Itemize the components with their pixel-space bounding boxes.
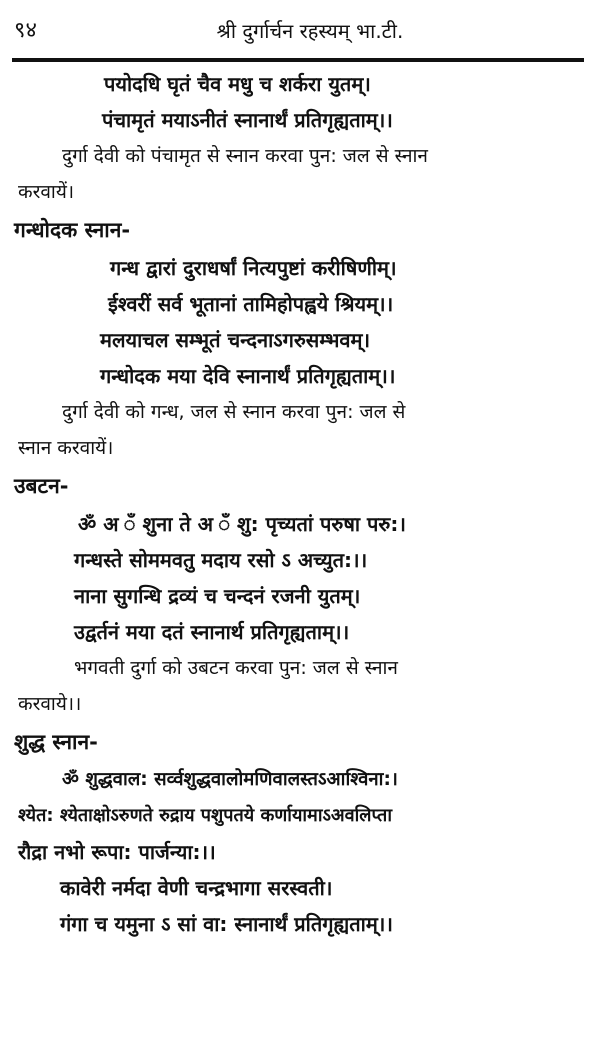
- verse-line: ईश्वरीं सर्व भूतानां तामिहोपह्वये श्रियम्।।: [108, 292, 394, 316]
- explanation-line: भगवती दुर्गा को उबटन करवा पुन: जल से स्नान: [74, 657, 398, 679]
- verse-line: पयोदधि घृतं चैव मधु च शर्करा युतम्।: [104, 72, 371, 96]
- verse-line: गन्धस्ते सोममवतु मदाय रसो ऽ अच्युत:।।: [74, 548, 368, 572]
- page-number: ९४: [14, 18, 37, 43]
- verse-line: कावेरी नर्मदा वेणी चन्द्रभागा सरस्वती।: [60, 876, 333, 900]
- verse-line: श्येत: श्येताक्षोऽरुणते रुद्राय पशुपतये कर्णायामाऽअवलिप्ता: [18, 805, 392, 826]
- verse-line: गन्धोदक मया देवि स्नानार्थं प्रतिगृह्यताम्।।: [100, 364, 396, 388]
- explanation-line: दुर्गा देवी को गन्ध, जल से स्नान करवा पुन: जल से: [62, 401, 406, 423]
- section-heading: उबटन-: [14, 474, 69, 498]
- verse-line: पंचामृतं मयाऽनीतं स्नानार्थं प्रतिगृह्यताम्।।: [102, 108, 393, 132]
- explanation-line: दुर्गा देवी को पंचामृत से स्नान करवा पुन: जल से स्नान: [62, 145, 428, 167]
- verse-line: गंगा च यमुना ऽ सां वा: स्नानार्थं प्रतिगृह्यताम्।।: [60, 912, 393, 936]
- page-header: [14, 10, 582, 54]
- verse-line: रौद्रा नभो रूपा: पार्जन्या:।।: [18, 840, 216, 864]
- section-heading: गन्धोदक स्नान-: [14, 218, 131, 242]
- running-title: श्री दुर्गार्चन रहस्यम् भा.टी.: [216, 19, 404, 43]
- verse-line: ॐ अ ँ शुना ते अ ँ शु: पृच्यतां परुषा परु:।: [78, 512, 406, 536]
- verse-line: मलयाचल सम्भूतं चन्दनाऽगरुसम्भवम्।: [100, 328, 371, 352]
- verse-line: उद्वर्तनं मया दतं स्नानार्थ प्रतिगृह्यताम्।।: [74, 620, 350, 644]
- verse-line: गन्ध द्वारां दुराधर्षां नित्यपुष्टां करीषिणीम्।: [110, 256, 397, 280]
- explanation-line: करवायें।: [18, 181, 75, 203]
- header-rule: [12, 58, 584, 62]
- verse-line: ॐ शुद्धवाल: सर्व्वशुद्धवालोमणिवालस्तऽआश्विना:।: [62, 769, 398, 790]
- page-content: [0, 66, 600, 942]
- section-heading: शुद्ध स्नान-: [14, 730, 98, 754]
- verse-line: नाना सुगन्धि द्रव्यं च चन्दनं रजनी युतम्।: [74, 584, 361, 608]
- explanation-line: करवाये।।: [18, 693, 82, 715]
- explanation-line: स्नान करवायें।: [18, 437, 114, 459]
